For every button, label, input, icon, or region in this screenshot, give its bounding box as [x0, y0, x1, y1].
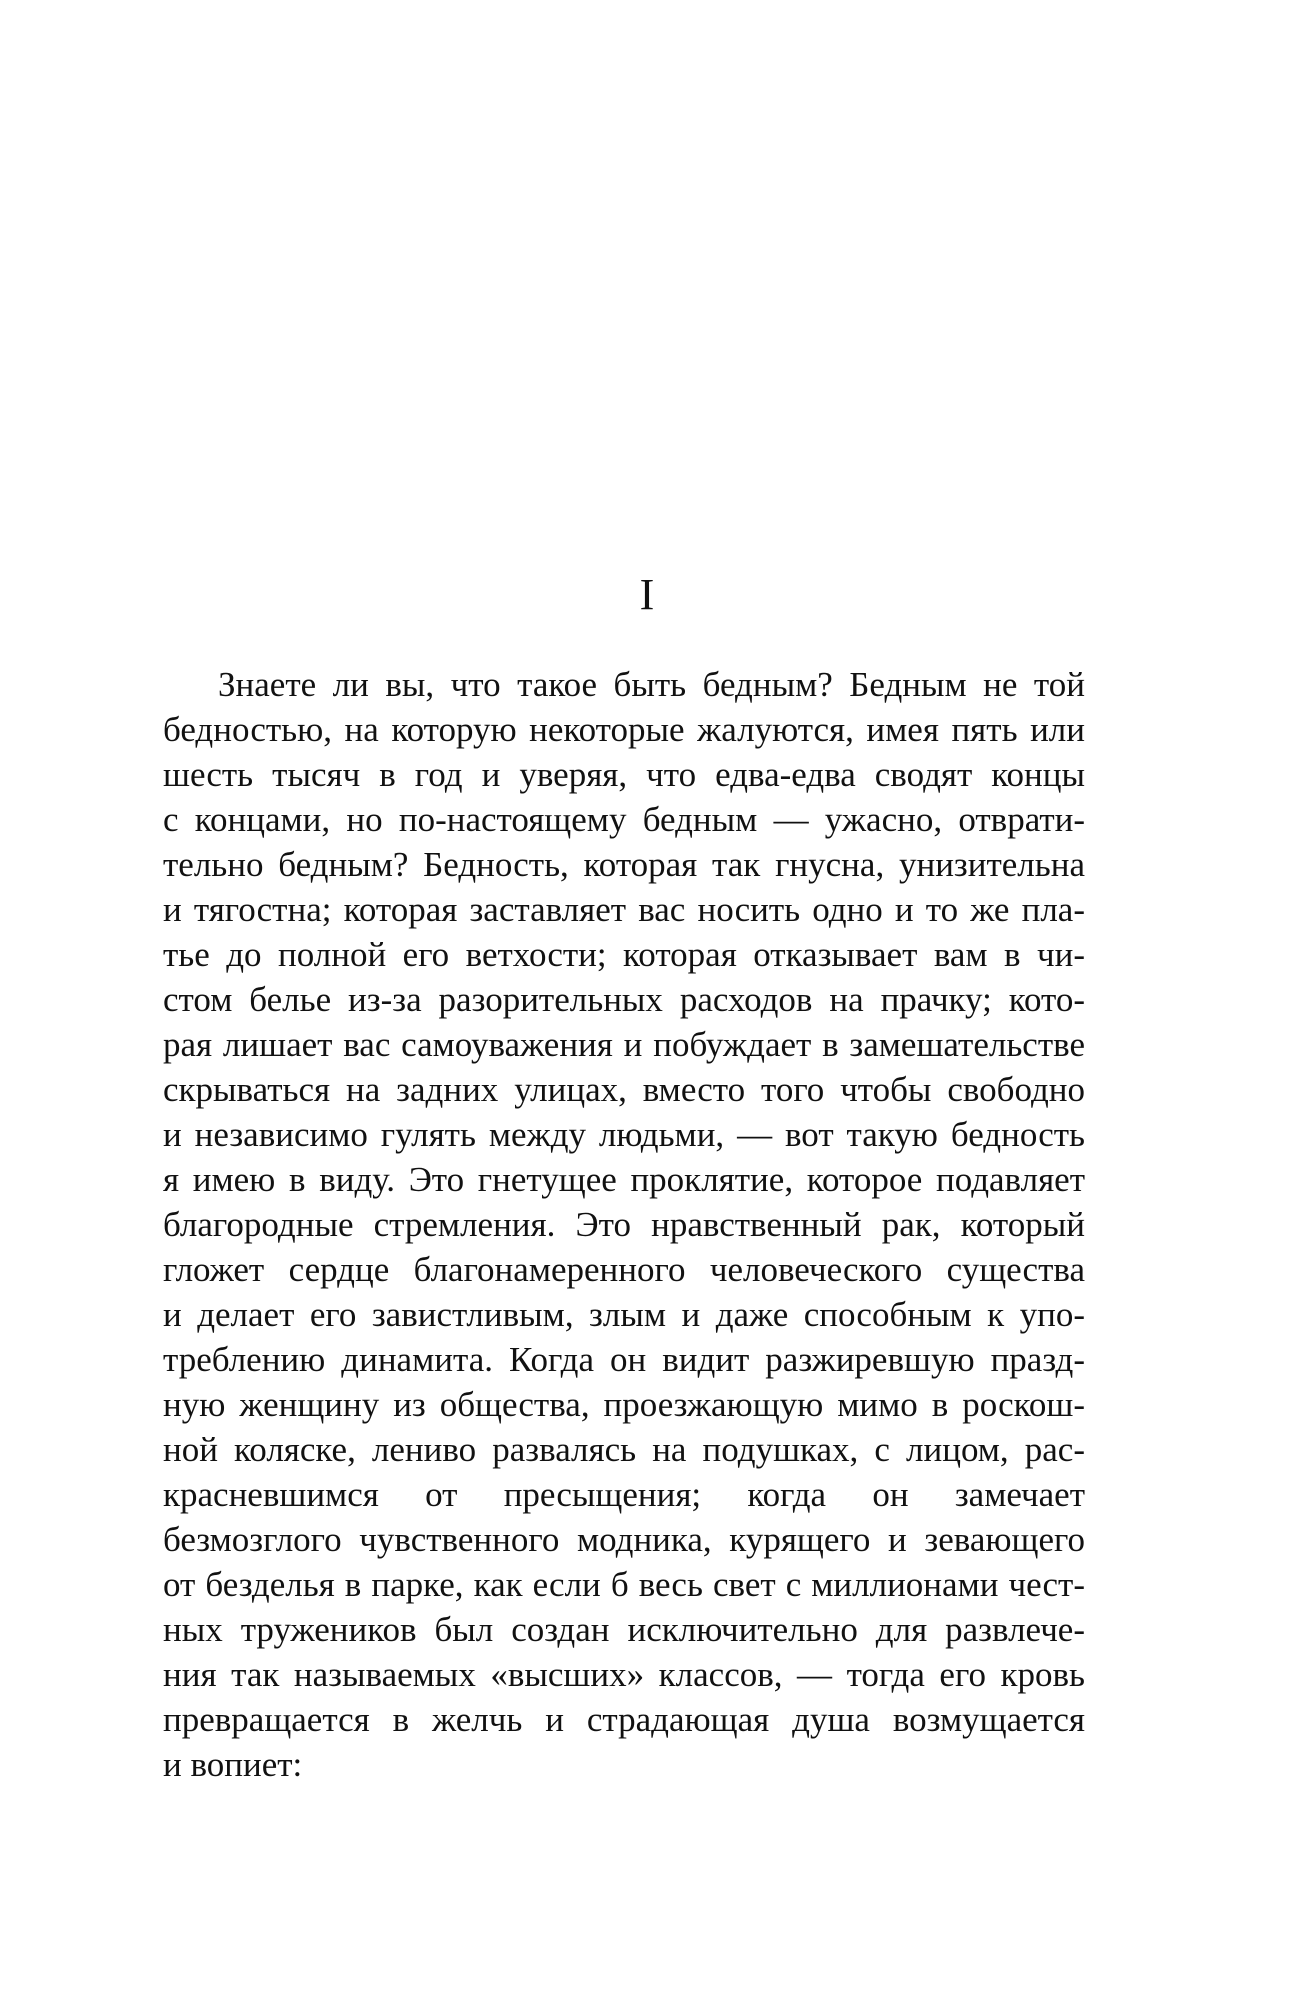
paragraph-line: рая лишает вас самоуважения и побуждает в замешательстве [163, 1025, 1085, 1064]
paragraph-line: я имею в виду. Это гнетущее проклятие, которое подавляет [163, 1160, 1085, 1199]
chapter-number: I [639, 570, 655, 619]
paragraph-line: с концами, но по-настоящему бедным — ужасно, отврати- [163, 800, 1085, 839]
paragraph-line: ных тружеников был создан исключительно для развлече- [163, 1610, 1085, 1649]
paragraph-line: и тягостна; которая заставляет вас носить одно и то же пла- [163, 890, 1085, 929]
paragraph-line: и вопиет: [163, 1745, 303, 1784]
paragraph-line: ную женщину из общества, проезжающую мимо в роскош- [163, 1385, 1085, 1424]
paragraph-line: ния так называемых «высших» классов, — тогда его кровь [163, 1655, 1085, 1694]
chapter-paragraph [163, 662, 1085, 1787]
paragraph-line: благородные стремления. Это нравственный рак, который [163, 1205, 1085, 1244]
paragraph-line: шесть тысяч в год и уверяя, что едва-едва сводят концы [163, 755, 1085, 794]
paragraph-line: бедностью, на которую некоторые жалуются, имея пять или [163, 710, 1085, 749]
paragraph-line: Знаете ли вы, что такое быть бедным? Бедным не той [218, 665, 1085, 704]
paragraph-line: красневшимся от пресыщения; когда он замечает [163, 1475, 1085, 1514]
paragraph-line: скрываться на задних улицах, вместо того чтобы свободно [163, 1070, 1085, 1109]
paragraph-line: треблению динамита. Когда он видит разжиревшую празд- [163, 1340, 1085, 1379]
paragraph-line: гложет сердце благонамеренного человеческого существа [163, 1250, 1085, 1289]
paragraph-line: превращается в желчь и страдающая душа возмущается [163, 1700, 1085, 1739]
paragraph-line: и делает его завистливым, злым и даже способным к упо- [163, 1295, 1085, 1334]
paragraph-line: тье до полной его ветхости; которая отказывает вам в чи- [163, 935, 1085, 974]
paragraph-line: стом белье из-за разорительных расходов на прачку; кото- [163, 980, 1085, 1019]
paragraph-line: ной коляске, лениво развалясь на подушках, с лицом, рас- [163, 1430, 1085, 1469]
paragraph-line: безмозглого чувственного модника, курящего и зевающего [163, 1520, 1085, 1559]
paragraph-line: и независимо гулять между людьми, — вот такую бедность [163, 1115, 1085, 1154]
paragraph-line: от безделья в парке, как если б весь свет с миллионами чест- [163, 1565, 1085, 1604]
paragraph-line: тельно бедным? Бедность, которая так гнусна, унизительна [163, 845, 1085, 884]
